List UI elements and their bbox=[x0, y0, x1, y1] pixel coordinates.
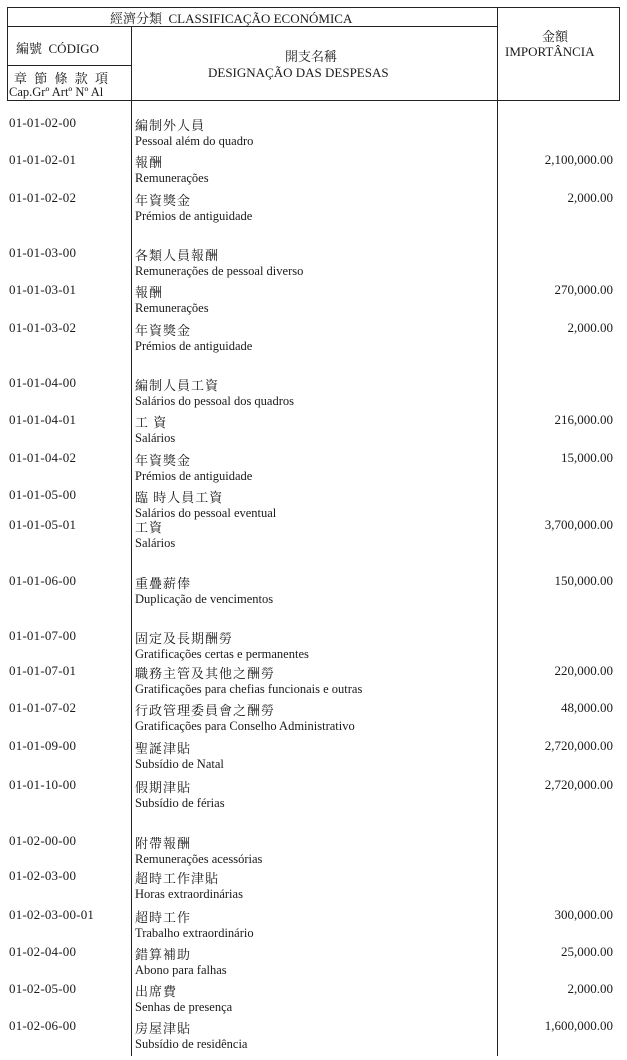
row-amount: 2,720,000.00 bbox=[544, 777, 613, 792]
code-column-divider bbox=[131, 26, 132, 1056]
row-code: 01-01-07-01 bbox=[9, 663, 77, 678]
row-designation-pt: Duplicação de vencimentos bbox=[135, 592, 274, 606]
row-designation-zh: 超時工作津貼 bbox=[135, 871, 220, 886]
row-amount: 48,000.00 bbox=[561, 700, 613, 715]
row-code: 01-01-04-01 bbox=[9, 412, 77, 427]
row-designation-zh: 超時工作 bbox=[135, 910, 192, 925]
row-code: 01-02-03-00-01 bbox=[9, 907, 95, 922]
row-designation-pt: Subsídio de Natal bbox=[135, 757, 224, 771]
row-designation-zh: 年資獎金 bbox=[135, 323, 192, 338]
row-designation-zh: 編制外人員 bbox=[135, 118, 206, 133]
code-header: 編號 CÓDIGO bbox=[16, 41, 100, 56]
row-designation-pt: Salários bbox=[135, 536, 176, 550]
row-designation-pt: Prémios de antiguidade bbox=[135, 339, 253, 353]
row-code: 01-01-02-00 bbox=[9, 115, 77, 130]
row-designation-pt: Subsídio de férias bbox=[135, 796, 225, 810]
row-amount: 220,000.00 bbox=[554, 663, 613, 678]
row-designation-zh: 工資 bbox=[135, 520, 164, 535]
row-designation-zh: 職務主管及其他之酬勞 bbox=[135, 666, 276, 681]
row-designation-pt: Horas extraordinárias bbox=[135, 887, 243, 901]
row-amount: 300,000.00 bbox=[554, 907, 613, 922]
row-designation-zh: 假期津貼 bbox=[135, 780, 192, 795]
row-amount: 2,000.00 bbox=[567, 320, 613, 335]
row-code: 01-02-06-00 bbox=[9, 1018, 77, 1033]
row-designation-pt: Prémios de antiguidade bbox=[135, 469, 253, 483]
row-amount: 216,000.00 bbox=[554, 412, 613, 427]
row-code: 01-01-07-00 bbox=[9, 628, 77, 643]
row-designation-zh: 臨 時人員工資 bbox=[135, 490, 224, 505]
row-designation-zh: 聖誕津貼 bbox=[135, 741, 192, 756]
row-amount: 2,000.00 bbox=[567, 981, 613, 996]
row-code: 01-01-03-02 bbox=[9, 320, 77, 335]
row-amount: 3,700,000.00 bbox=[544, 517, 613, 532]
row-code: 01-01-07-02 bbox=[9, 700, 77, 715]
row-designation-pt: Prémios de antiguidade bbox=[135, 209, 253, 223]
row-amount: 15,000.00 bbox=[561, 450, 613, 465]
row-designation-zh: 房屋津貼 bbox=[135, 1021, 192, 1036]
row-code: 01-01-05-00 bbox=[9, 487, 77, 502]
row-code: 01-01-02-01 bbox=[9, 152, 77, 167]
row-designation-zh: 行政管理委員會之酬勞 bbox=[135, 703, 276, 718]
row-designation-zh: 報酬 bbox=[135, 285, 164, 300]
row-designation-zh: 錯算補助 bbox=[135, 947, 192, 962]
amount-header-zh: 金額 bbox=[542, 29, 569, 44]
row-amount: 2,100,000.00 bbox=[544, 152, 613, 167]
row-amount: 25,000.00 bbox=[561, 944, 613, 959]
row-designation-pt: Gratificações certas e permanentes bbox=[135, 647, 309, 661]
row-code: 01-02-03-00 bbox=[9, 868, 77, 883]
row-code: 01-01-06-00 bbox=[9, 573, 77, 588]
row-designation-pt: Gratificações para Conselho Administrativo bbox=[135, 719, 355, 733]
row-amount: 1,600,000.00 bbox=[544, 1018, 613, 1033]
designation-header-zh: 開支名稱 bbox=[285, 49, 338, 64]
code-divider bbox=[7, 65, 132, 66]
row-designation-zh: 年資獎金 bbox=[135, 453, 192, 468]
row-designation-zh: 附帶報酬 bbox=[135, 836, 192, 851]
row-designation-zh: 工 資 bbox=[135, 415, 168, 430]
row-code: 01-01-05-01 bbox=[9, 517, 77, 532]
row-designation-zh: 固定及長期酬勞 bbox=[135, 631, 234, 646]
row-amount: 270,000.00 bbox=[554, 282, 613, 297]
row-code: 01-02-00-00 bbox=[9, 833, 77, 848]
row-code: 01-01-02-02 bbox=[9, 190, 77, 205]
row-designation-pt: Salários bbox=[135, 431, 176, 445]
row-code: 01-01-04-02 bbox=[9, 450, 77, 465]
row-designation-zh: 各類人員報酬 bbox=[135, 248, 220, 263]
row-designation-zh: 年資獎金 bbox=[135, 193, 192, 208]
row-designation-pt: Subsídio de residência bbox=[135, 1037, 248, 1051]
amount-column-divider bbox=[497, 101, 498, 1056]
row-designation-pt: Salários do pessoal dos quadros bbox=[135, 394, 295, 408]
row-designation-pt: Remunerações bbox=[135, 171, 209, 185]
subcolumns-pt: Cap.Grº Artº Nº Al bbox=[9, 85, 104, 99]
subcolumns-zh: 章 節 條 款 項 bbox=[14, 71, 111, 86]
row-designation-pt: Salários do pessoal eventual bbox=[135, 506, 277, 520]
row-designation-pt: Trabalho extraordinário bbox=[135, 926, 254, 940]
row-designation-zh: 重疊薪俸 bbox=[135, 576, 192, 591]
row-amount: 2,720,000.00 bbox=[544, 738, 613, 753]
row-code: 01-01-10-00 bbox=[9, 777, 77, 792]
row-designation-pt: Senhas de presença bbox=[135, 1000, 233, 1014]
classification-title: 經濟分類 CLASSIFICAÇÃO ECONÓMICA bbox=[110, 11, 353, 26]
row-designation-pt: Remunerações bbox=[135, 301, 209, 315]
row-designation-zh: 報酬 bbox=[135, 155, 164, 170]
row-code: 01-01-03-00 bbox=[9, 245, 77, 260]
designation-header-pt: DESIGNAÇÃO DAS DESPESAS bbox=[208, 65, 389, 80]
row-designation-zh: 出席費 bbox=[135, 984, 178, 999]
row-code: 01-01-04-00 bbox=[9, 375, 77, 390]
row-designation-pt: Remunerações acessórias bbox=[135, 852, 263, 866]
row-code: 01-01-09-00 bbox=[9, 738, 77, 753]
row-designation-zh: 編制人員工資 bbox=[135, 378, 220, 393]
row-code: 01-02-04-00 bbox=[9, 944, 77, 959]
row-code: 01-01-03-01 bbox=[9, 282, 77, 297]
row-amount: 150,000.00 bbox=[554, 573, 613, 588]
amount-header-pt: IMPORTÂNCIA bbox=[505, 44, 595, 59]
row-designation-pt: Pessoal além do quadro bbox=[135, 134, 254, 148]
row-code: 01-02-05-00 bbox=[9, 981, 77, 996]
row-designation-pt: Gratificações para chefias funcionais e outras bbox=[135, 682, 363, 696]
row-amount: 2,000.00 bbox=[567, 190, 613, 205]
row-designation-pt: Remunerações de pessoal diverso bbox=[135, 264, 304, 278]
row-designation-pt: Abono para falhas bbox=[135, 963, 227, 977]
